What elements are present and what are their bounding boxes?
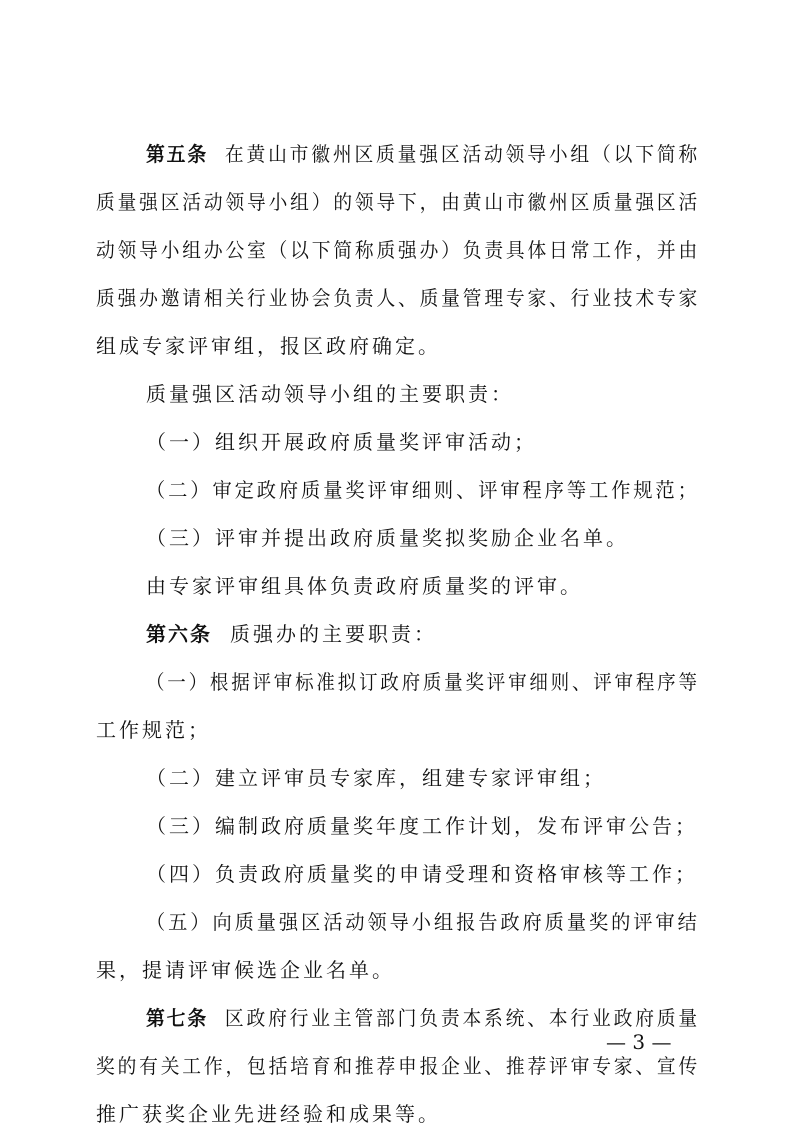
article-7-text-line-3: 推广获奖企业先进经验和成果等。 xyxy=(96,1102,441,1126)
article-5-first-line xyxy=(146,140,700,168)
article-7-text-line-2: 奖的有关工作，包括培育和推荐申报企业、推荐评审专家、宣传 xyxy=(96,1054,701,1078)
article-5-text-line-1: 在黄山市徽州区质量强区活动领导小组（以下简称 xyxy=(224,142,701,166)
article-6-duty-2: （二）建立评审员专家库，组建专家评审组； xyxy=(146,766,606,790)
article-5-duty-2: （二）审定政府质量奖评审细则、评审程序等工作规范； xyxy=(146,478,700,502)
article-6-duty-5-line-1: （五）向质量强区活动领导小组报告政府质量奖的评审结 xyxy=(146,910,700,934)
article-5-duty-1: （一）组织开展政府质量奖评审活动； xyxy=(146,430,537,454)
article-6-intro: 质强办的主要职责： xyxy=(230,622,437,646)
article-7-heading: 第七条 xyxy=(146,1006,208,1030)
article-5-duty-3: （三）评审并提出政府质量奖拟奖励企业名单。 xyxy=(146,526,629,550)
page-number: — 3 — xyxy=(606,1030,672,1054)
article-7-text-line-1: 区政府行业主管部门负责本系统、本行业政府质量 xyxy=(224,1006,701,1030)
article-5-text-line-3: 动领导小组办公室（以下简称质强办）负责具体日常工作，并由 xyxy=(96,238,701,262)
article-5-closing: 由专家评审组具体负责政府质量奖的评审。 xyxy=(146,574,583,598)
article-6-duty-5-line-2: 果，提请评审候选企业名单。 xyxy=(96,958,395,982)
article-5-text-line-2: 质量强区活动领导小组）的领导下，由黄山市徽州区质量强区活 xyxy=(96,190,701,214)
article-6-duty-3: （三）编制政府质量奖年度工作计划，发布评审公告； xyxy=(146,814,698,838)
article-6-heading: 第六条 xyxy=(146,622,212,646)
article-5-heading: 第五条 xyxy=(146,142,208,166)
article-5-duties-intro: 质量强区活动领导小组的主要职责： xyxy=(146,382,514,406)
article-6-first-line xyxy=(146,620,437,648)
article-5-text-line-5: 组成专家评审组，报区政府确定。 xyxy=(96,334,441,358)
article-6-duty-4: （四）负责政府质量奖的申请受理和资格审核等工作； xyxy=(146,862,698,886)
article-5-text-line-4: 质强办邀请相关行业协会负责人、质量管理专家、行业技术专家 xyxy=(96,286,701,310)
article-6-duty-1-line-1: （一）根据评审标准拟订政府质量奖评审细则、评审程序等 xyxy=(146,670,700,694)
article-6-duty-1-line-2: 工作规范； xyxy=(96,718,211,742)
